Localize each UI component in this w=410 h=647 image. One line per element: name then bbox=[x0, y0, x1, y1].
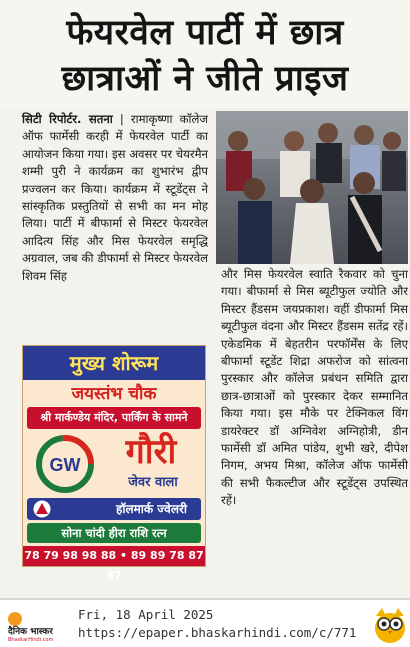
byline: सिटी रिपोर्टर. सतना bbox=[22, 112, 113, 126]
jewellery-advertisement bbox=[22, 345, 206, 582]
epaper-url-link[interactable]: https://epaper.bhaskarhindi.com/c/771 bbox=[78, 625, 357, 640]
ad-showroom: मुख्य शोरूम bbox=[23, 346, 205, 380]
event-photo bbox=[216, 111, 408, 264]
ad-hallmark: हॉलमार्क ज्वेलरी bbox=[27, 498, 201, 520]
gw-logo-icon bbox=[35, 434, 95, 494]
headline-line-2: छात्राओं ने जीते प्राइज bbox=[61, 59, 349, 99]
ad-location: श्री मार्कण्डेय मंदिर, पार्किंग के सामने bbox=[27, 407, 201, 429]
article-left-text: | रामाकृष्णा कॉलेज ऑफ फार्मेसी करही में फेयरवेल पार्टी का आयोजन किया गया। इस अवसर पर चेयरमैन शम्मी पुरी ने कार्यक्रम का शुभारंभ द्वीप प्रज्वलन कर किया। कार्यक्रम में स्टूडेंट्स ने सांस्कृतिक प्रस्तुतियों से सभी का मन मोह लिया। पार्टी में बीफार्मा से मिस्टर फेयरवेल आदित्य सिंह और मिस फेयरवेल समृद्धि अग्रवाल, जब की डीफार्मा से मिस्टर फेयरवेल शिवम सिंह bbox=[22, 112, 209, 283]
headline bbox=[0, 0, 410, 108]
publish-date: Fri, 18 April 2025 bbox=[78, 607, 214, 622]
logo-line-1: दैनिक भास्कर bbox=[8, 627, 53, 637]
ad-brand: गौरी bbox=[125, 432, 177, 472]
dainik-bhaskar-logo-icon bbox=[6, 610, 68, 642]
event-photo-image bbox=[216, 111, 408, 264]
headline-line-1: फेयरवेल पार्टी में छात्र bbox=[66, 13, 344, 53]
epaper-footer bbox=[0, 598, 410, 647]
ad-metals: सोना चांदी हीरा राशि रत्न bbox=[27, 523, 201, 543]
owl-mascot-icon bbox=[372, 604, 408, 644]
ad-phone: 78 79 98 98 88 • 89 89 78 87 87 bbox=[23, 546, 205, 566]
logo-text: GW bbox=[49, 455, 81, 475]
ad-chowk: जयस्तंभ चौक bbox=[71, 384, 157, 404]
logo-line-2: BhaskarHindi.com bbox=[8, 637, 54, 643]
ad-brand-sub: जेवर वाला bbox=[128, 475, 178, 490]
article-right-column: और मिस फेयरवेल स्वाति रैकवार को चुना गया। बीफार्मा से मिस ब्यूटीफुल ज्योति और मिस्टर हैंडसम जयप्रकाश। वहीं डीफार्मा मिस ब्यूटीफुल वंदना और मिस्टर हैंडसम सतेंद्र रहें। एकेडमिक में बेहतरीन परफॉर्मेंस के लिए बीफार्मा स्टूडेंट शिद्रा अफरोज को सांत्वना पुरस्कार और कॉलेज प्रबंधन समिति द्वारा छात्र-छात्राओं को पुरस्कार देकर सम्मानित किया गया। इस मौके पर टेक्निकल विंग डायरेक्टर डॉ अग्निवेश अग्निहोत्री, डीन फार्मेसी डॉ अमित पांडेय, शुभी खरे, दीपेश निगम, अभय मिश्रा, कॉलेज ऑफ फार्मेसी की सभी फैकल्टीज और स्टूडेंट्स उपस्थित रहें। bbox=[221, 267, 408, 508]
hallmark-triangle-icon bbox=[33, 500, 51, 518]
article-left-column bbox=[22, 111, 208, 339]
